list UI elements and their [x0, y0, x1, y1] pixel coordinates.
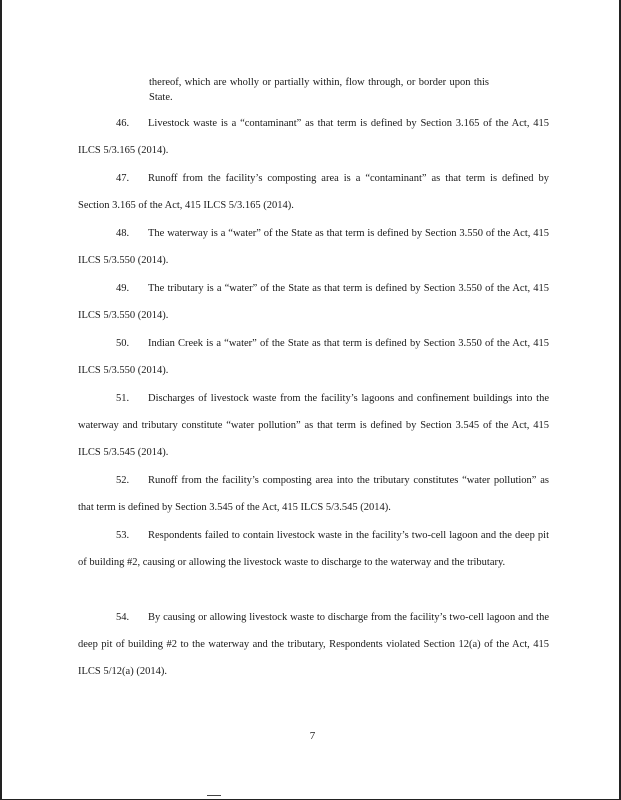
- paragraph-number: 46.: [116, 118, 130, 129]
- paragraph-text: Discharges of livestock waste from the facility’s lagoons and confinement buildings into the waterway and tributary constitute “water pollution” as that term is defined by Section 3.545 of the Act, 415 ILCS 5/3.545 (2014).: [78, 393, 549, 458]
- paragraph-text: Indian Creek is a “water” of the State as that term is defined by Section 3.550 of the Act, 415 ILCS 5/3.550 (2014).: [78, 338, 549, 376]
- paragraph-text: Respondents failed to contain livestock waste in the facility’s two-cell lagoon and the deep pit of building #2, causing or allowing the livestock waste to discharge to the waterway and the tributary.: [78, 530, 549, 568]
- paragraph-text: Livestock waste is a “contaminant” as that term is defined by Section 3.165 of the Act, 415 ILCS 5/3.165 (2014).: [78, 118, 549, 156]
- paragraph-number: 51.: [116, 393, 130, 404]
- paragraph-52: [78, 467, 549, 521]
- paragraph-47: [78, 165, 549, 219]
- paragraph-51: [78, 385, 549, 466]
- paragraph-54: [78, 604, 549, 685]
- paragraph-text: The tributary is a “water” of the State as that term is defined by Section 3.550 of the Act, 415 ILCS 5/3.550 (2014).: [78, 283, 549, 321]
- paragraph-text: The waterway is a “water” of the State as that term is defined by Section 3.550 of the Act, 415 ILCS 5/3.550 (2014).: [78, 228, 549, 266]
- paragraph-number: 52.: [116, 475, 130, 486]
- paragraph-46: [78, 110, 549, 164]
- block-quote: thereof, which are wholly or partially within, flow through, or border upon this State.: [149, 77, 489, 103]
- page-number: 7: [309, 730, 316, 742]
- paragraph-number: 48.: [116, 228, 130, 239]
- paragraph-number: 47.: [116, 173, 130, 184]
- paragraph-text: Runoff from the facility’s composting area into the tributary constitutes “water pollution” as that term is defined by Section 3.545 of the Act, 415 ILCS 5/3.545 (2014).: [78, 475, 549, 513]
- paragraph-text: By causing or allowing livestock waste to discharge from the facility’s two-cell lagoon and the deep pit of building #2 to the waterway and the tributary, Respondents violated Section 12(a) of the Act, 415 ILCS 5/12(a) (2014).: [78, 612, 549, 677]
- paragraph-number: 53.: [116, 530, 130, 541]
- paragraph-49: [78, 275, 549, 329]
- scan-artifact: [207, 795, 221, 796]
- paragraph-number: 54.: [116, 612, 130, 623]
- paragraph-number: 49.: [116, 283, 130, 294]
- paragraph-53: [78, 522, 549, 576]
- paragraph-text: Runoff from the facility’s composting area is a “contaminant” as that term is defined by Section 3.165 of the Act, 415 ILCS 5/3.165 (2014).: [78, 173, 549, 211]
- paragraph-number: 50.: [116, 338, 130, 349]
- paragraph-50: [78, 330, 549, 384]
- paragraph-48: [78, 220, 549, 274]
